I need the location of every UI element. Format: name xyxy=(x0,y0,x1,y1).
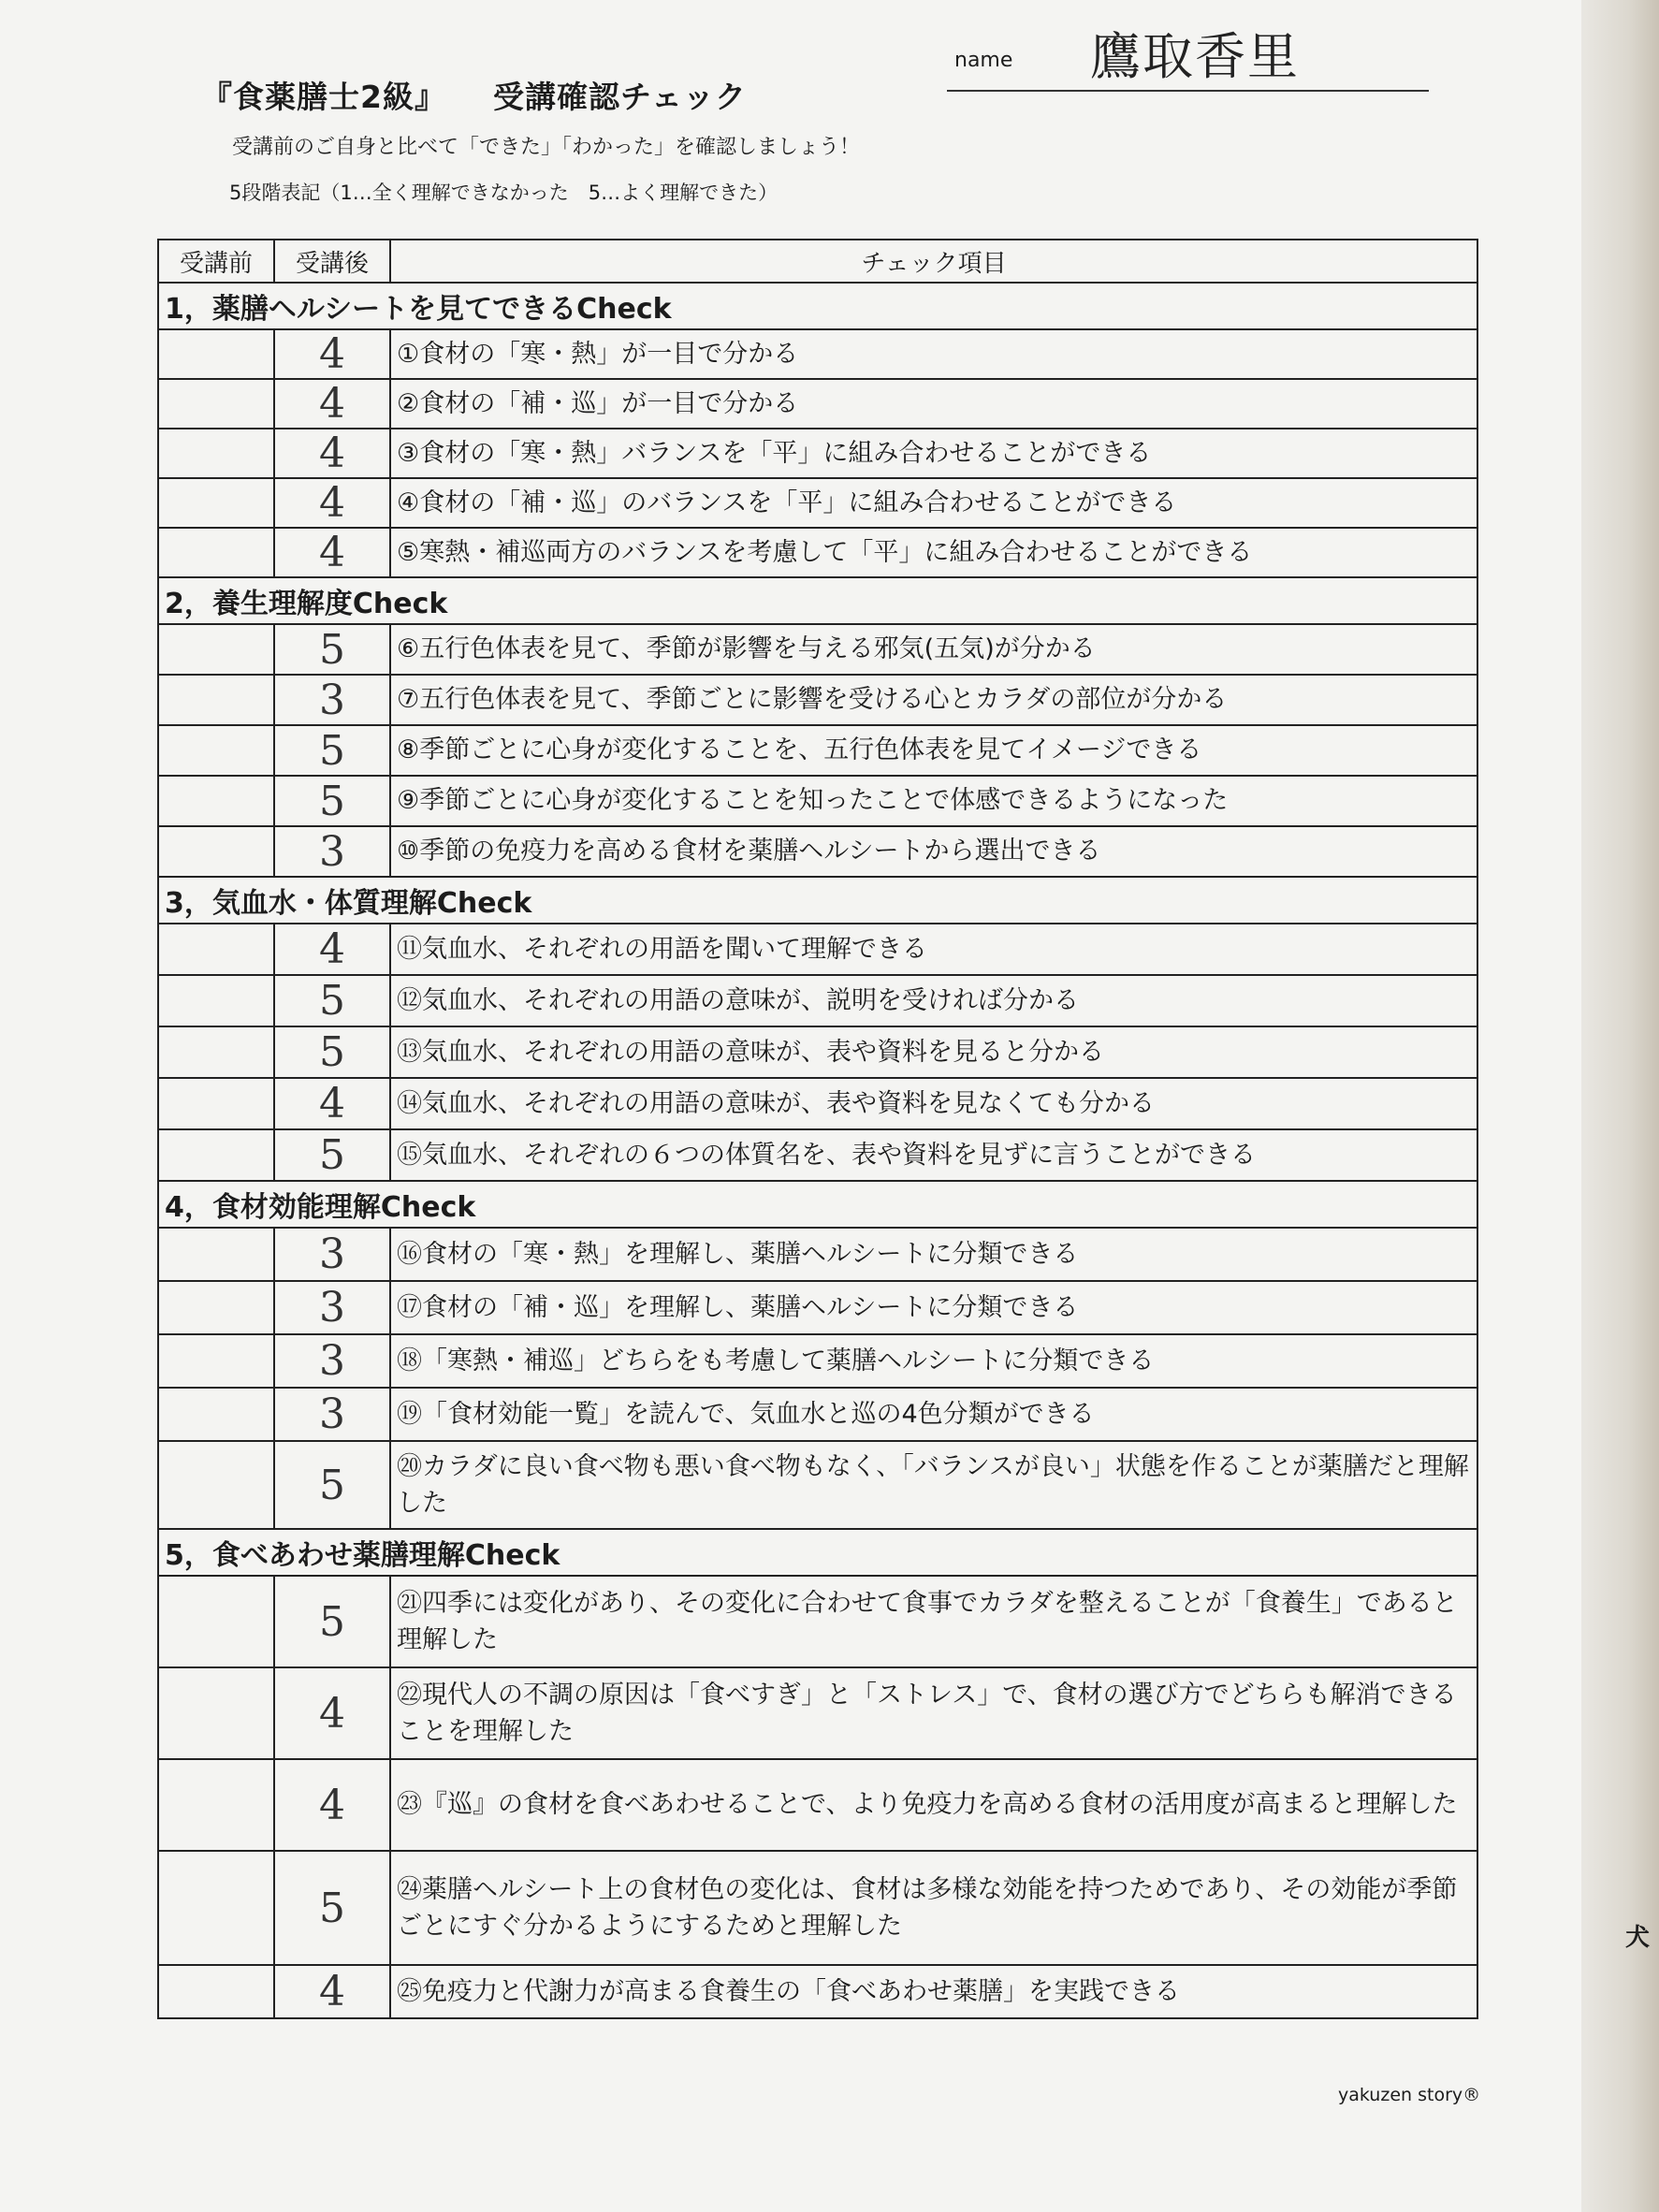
score-after-handwritten[interactable]: 4 xyxy=(274,924,390,975)
score-after-handwritten[interactable]: 3 xyxy=(274,675,390,725)
score-before-cell[interactable] xyxy=(158,776,274,826)
score-after-handwritten[interactable]: 3 xyxy=(274,1228,390,1281)
check-item-text: ㉑四季には変化があり、その変化に合わせて食事でカラダを整えることが「食養生」であると理解した xyxy=(390,1576,1477,1667)
check-item-row xyxy=(158,528,1477,577)
section-title: 2，養生理解度Check xyxy=(158,577,1477,624)
score-before-cell[interactable] xyxy=(158,624,274,675)
score-after-handwritten[interactable]: 5 xyxy=(274,1441,390,1529)
check-item-text: ⑧季節ごとに心身が変化することを、五行色体表を見てイメージできる xyxy=(390,725,1477,776)
check-item-text: ⑥五行色体表を見て、季節が影響を与える邪気(五気)が分かる xyxy=(390,624,1477,675)
score-before-cell[interactable] xyxy=(158,675,274,725)
name-underline xyxy=(947,90,1429,92)
check-item-row xyxy=(158,924,1477,975)
section-row xyxy=(158,877,1477,924)
score-before-cell[interactable] xyxy=(158,329,274,379)
check-item-row xyxy=(158,1388,1477,1441)
score-before-cell[interactable] xyxy=(158,379,274,429)
score-before-cell[interactable] xyxy=(158,1759,274,1851)
check-item-row xyxy=(158,975,1477,1026)
section-row xyxy=(158,283,1477,329)
score-after-handwritten[interactable]: 5 xyxy=(274,1851,390,1965)
check-item-text: ⑦五行色体表を見て、季節ごとに影響を受ける心とカラダの部位が分かる xyxy=(390,675,1477,725)
check-item-text: ⑯食材の「寒・熱」を理解し、薬膳ヘルシートに分類できる xyxy=(390,1228,1477,1281)
check-item-text: ⑬気血水、それぞれの用語の意味が、表や資料を見ると分かる xyxy=(390,1026,1477,1078)
score-after-handwritten[interactable]: 5 xyxy=(274,725,390,776)
score-after-handwritten[interactable]: 3 xyxy=(274,1334,390,1388)
check-item-text: ㉒現代人の不調の原因は「食べすぎ」と「ストレス」で、食材の選び方でどちらも解消できることを理解した xyxy=(390,1667,1477,1759)
check-item-row xyxy=(158,1281,1477,1334)
section-title: 5，食べあわせ薬膳理解Check xyxy=(158,1529,1477,1576)
check-item-text: ⑫気血水、それぞれの用語の意味が、説明を受ければ分かる xyxy=(390,975,1477,1026)
score-after-handwritten[interactable]: 4 xyxy=(274,1965,390,2018)
check-item-row xyxy=(158,379,1477,429)
score-after-handwritten[interactable]: 4 xyxy=(274,528,390,577)
score-before-cell[interactable] xyxy=(158,1965,274,2018)
check-item-row xyxy=(158,429,1477,478)
scale-note: 5段階表記（1…全く理解できなかった 5…よく理解できた） xyxy=(229,182,779,204)
check-item-text: ㉔薬膳ヘルシート上の食材色の変化は、食材は多様な効能を持つためであり、その効能が季節ごとにすぐ分かるようにするためと理解した xyxy=(390,1851,1477,1965)
score-after-handwritten[interactable]: 5 xyxy=(274,1576,390,1667)
score-after-handwritten[interactable]: 5 xyxy=(274,975,390,1026)
check-item-row xyxy=(158,1576,1477,1667)
header-after: 受講後 xyxy=(274,240,390,283)
check-item-text: ⑮気血水、それぞれの６つの体質名を、表や資料を見ずに言うことができる xyxy=(390,1129,1477,1181)
check-item-text: ⑰食材の「補・巡」を理解し、薬膳ヘルシートに分類できる xyxy=(390,1281,1477,1334)
name-handwritten: 鷹取香里 xyxy=(1090,27,1300,86)
check-item-text: ⑭気血水、それぞれの用語の意味が、表や資料を見なくても分かる xyxy=(390,1078,1477,1129)
section-title: 4，食材効能理解Check xyxy=(158,1181,1477,1228)
check-item-text: ⑳カラダに良い食べ物も悪い食べ物もなく、「バランスが良い」状態を作ることが薬膳だと理解した xyxy=(390,1441,1477,1529)
score-after-handwritten[interactable]: 4 xyxy=(274,329,390,379)
section-row xyxy=(158,577,1477,624)
background-paper-edge xyxy=(1581,0,1659,2212)
section-row xyxy=(158,1529,1477,1576)
check-item-row xyxy=(158,1759,1477,1851)
score-after-handwritten[interactable]: 5 xyxy=(274,776,390,826)
title-check: 受講確認チェック xyxy=(492,79,747,115)
score-after-handwritten[interactable]: 4 xyxy=(274,429,390,478)
score-after-handwritten[interactable]: 4 xyxy=(274,1667,390,1759)
instruction-text: 受講前のご自身と比べて「できた」「わかった」を確認しましょう！ xyxy=(232,136,861,159)
check-item-text: ①食材の「寒・熱」が一目で分かる xyxy=(390,329,1477,379)
check-item-text: ⑨季節ごとに心身が変化することを知ったことで体感できるようになった xyxy=(390,776,1477,826)
check-item-row xyxy=(158,1228,1477,1281)
check-item-row xyxy=(158,1078,1477,1129)
score-before-cell[interactable] xyxy=(158,1334,274,1388)
check-item-row xyxy=(158,329,1477,379)
check-item-row xyxy=(158,1026,1477,1078)
score-before-cell[interactable] xyxy=(158,1441,274,1529)
table-body xyxy=(158,283,1477,2018)
check-item-row xyxy=(158,1965,1477,2018)
check-item-text: ⑩季節の免疫力を高める食材を薬膳ヘルシートから選出できる xyxy=(390,826,1477,877)
page-title xyxy=(201,73,747,117)
section-title: 3，気血水・体質理解Check xyxy=(158,877,1477,924)
score-after-handwritten[interactable]: 4 xyxy=(274,1759,390,1851)
check-item-text: ④食材の「補・巡」のバランスを「平」に組み合わせることができる xyxy=(390,478,1477,528)
score-after-handwritten[interactable]: 5 xyxy=(274,624,390,675)
score-after-handwritten[interactable]: 3 xyxy=(274,1281,390,1334)
title-course: 『食薬膳士2級』 xyxy=(201,79,446,115)
check-item-row xyxy=(158,478,1477,528)
check-item-row xyxy=(158,725,1477,776)
check-item-row xyxy=(158,776,1477,826)
check-item-text: ㉕免疫力と代謝力が高まる食養生の「食べあわせ薬膳」を実践できる xyxy=(390,1965,1477,2018)
score-before-cell[interactable] xyxy=(158,1228,274,1281)
score-before-cell[interactable] xyxy=(158,1388,274,1441)
check-item-row xyxy=(158,826,1477,877)
score-before-cell[interactable] xyxy=(158,1026,274,1078)
table-header-row xyxy=(158,240,1477,283)
stray-mark: 犬 xyxy=(1625,1924,1651,1952)
check-item-text: ③食材の「寒・熱」バランスを「平」に組み合わせることができる xyxy=(390,429,1477,478)
check-item-row xyxy=(158,1129,1477,1181)
section-title: 1，薬膳ヘルシートを見てできるCheck xyxy=(158,283,1477,329)
score-before-cell[interactable] xyxy=(158,429,274,478)
score-before-cell[interactable] xyxy=(158,1851,274,1965)
check-item-row xyxy=(158,1441,1477,1529)
check-item-text: ⑤寒熱・補巡両方のバランスを考慮して「平」に組み合わせることができる xyxy=(390,528,1477,577)
name-label: name xyxy=(954,49,1013,72)
header-before: 受講前 xyxy=(158,240,274,283)
check-item-row xyxy=(158,1667,1477,1759)
score-before-cell[interactable] xyxy=(158,1129,274,1181)
check-item-text: ⑱「寒熱・補巡」どちらをも考慮して薬膳ヘルシートに分類できる xyxy=(390,1334,1477,1388)
header-item: チェック項目 xyxy=(390,240,1477,283)
score-before-cell[interactable] xyxy=(158,1667,274,1759)
score-before-cell[interactable] xyxy=(158,975,274,1026)
score-before-cell[interactable] xyxy=(158,1078,274,1129)
check-item-row xyxy=(158,1851,1477,1965)
score-after-handwritten[interactable]: 5 xyxy=(274,1026,390,1078)
check-item-row xyxy=(158,675,1477,725)
score-before-cell[interactable] xyxy=(158,725,274,776)
score-before-cell[interactable] xyxy=(158,478,274,528)
score-after-handwritten[interactable]: 4 xyxy=(274,478,390,528)
score-before-cell[interactable] xyxy=(158,528,274,577)
score-before-cell[interactable] xyxy=(158,826,274,877)
check-item-text: ⑪気血水、それぞれの用語を聞いて理解できる xyxy=(390,924,1477,975)
check-item-row xyxy=(158,1334,1477,1388)
check-item-text: ㉓『巡』の食材を食べあわせることで、より免疫力を高める食材の活用度が高まると理解した xyxy=(390,1759,1477,1851)
score-before-cell[interactable] xyxy=(158,1281,274,1334)
score-after-handwritten[interactable]: 5 xyxy=(274,1129,390,1181)
score-after-handwritten[interactable]: 3 xyxy=(274,1388,390,1441)
score-after-handwritten[interactable]: 4 xyxy=(274,379,390,429)
score-after-handwritten[interactable]: 4 xyxy=(274,1078,390,1129)
check-item-text: ②食材の「補・巡」が一目で分かる xyxy=(390,379,1477,429)
check-table xyxy=(157,239,1478,2019)
score-before-cell[interactable] xyxy=(158,924,274,975)
check-item-text: ⑲「食材効能一覧」を読んで、気血水と巡の4色分類ができる xyxy=(390,1388,1477,1441)
score-before-cell[interactable] xyxy=(158,1576,274,1667)
score-after-handwritten[interactable]: 3 xyxy=(274,826,390,877)
check-item-row xyxy=(158,624,1477,675)
footer-brand: yakuzen story® xyxy=(1338,2085,1481,2105)
section-row xyxy=(158,1181,1477,1228)
